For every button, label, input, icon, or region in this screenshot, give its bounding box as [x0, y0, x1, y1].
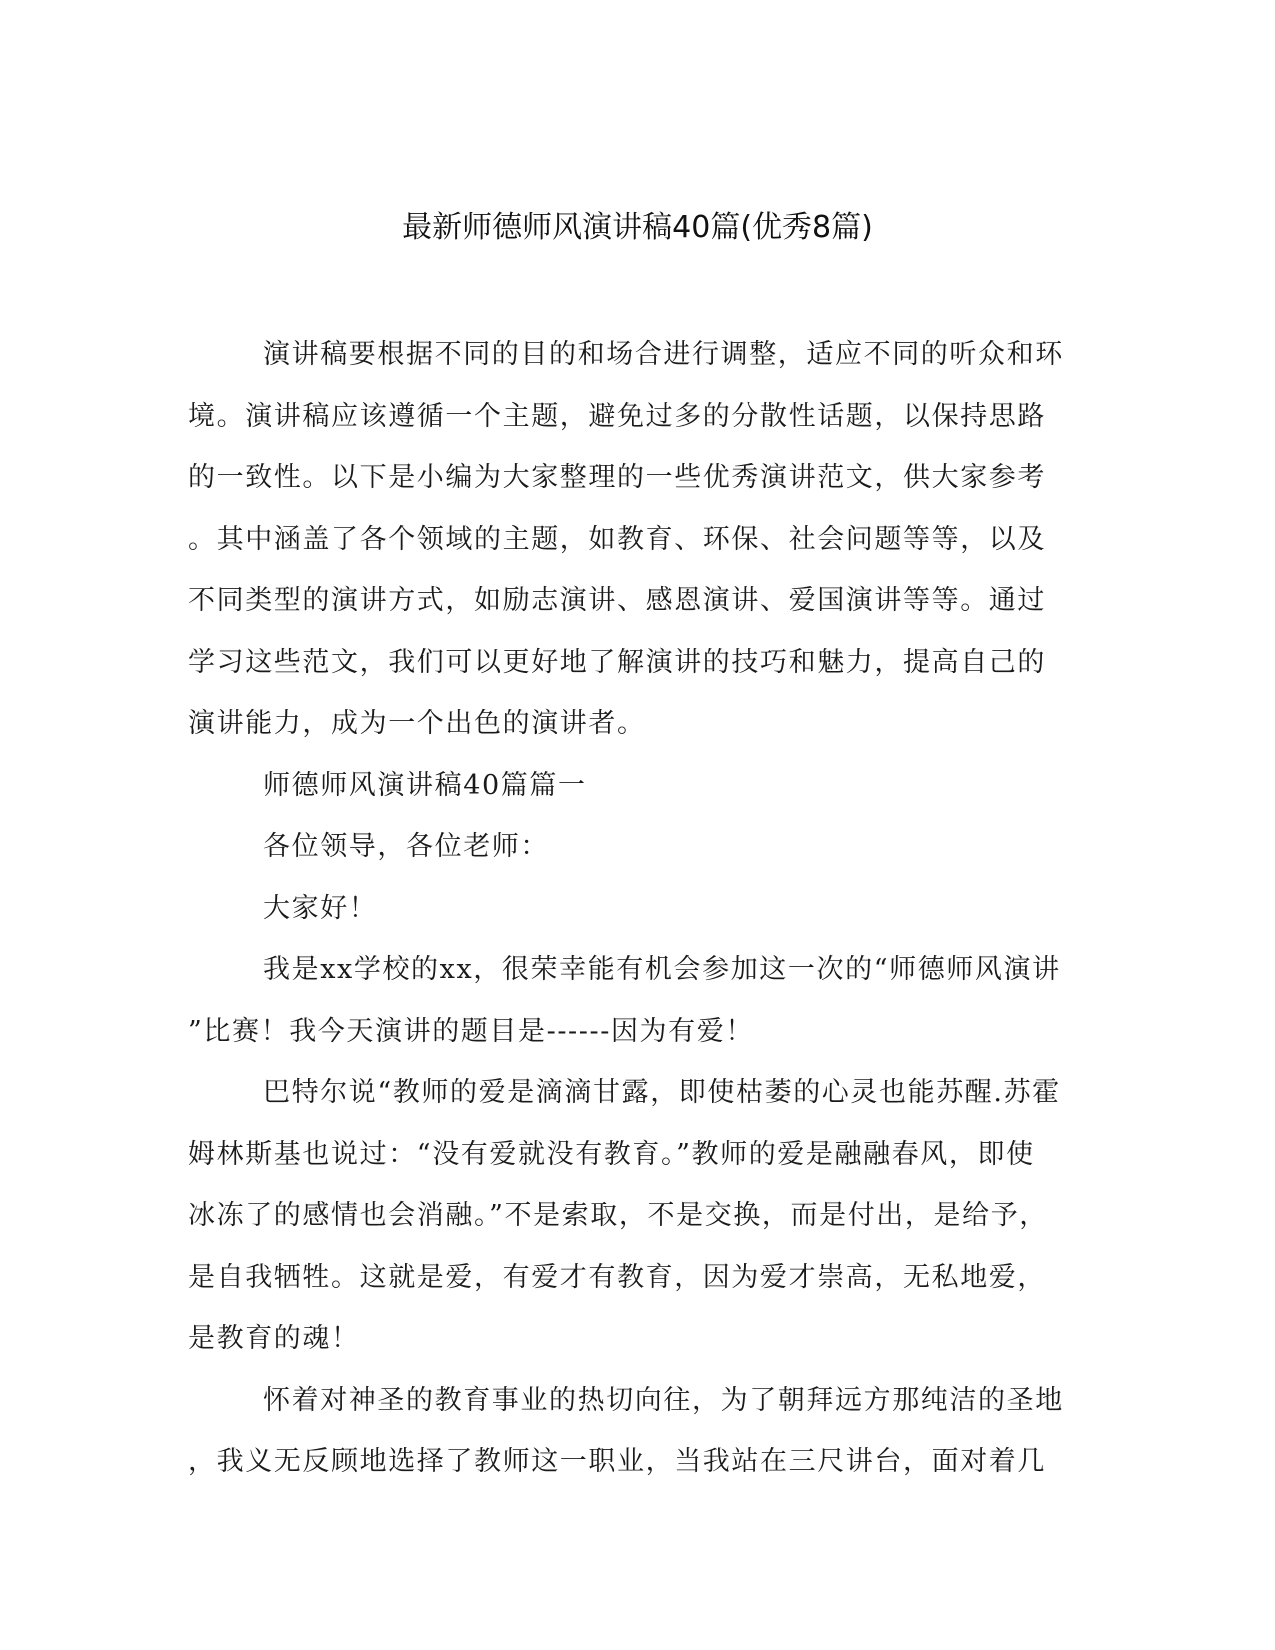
text-line: 。其中涵盖了各个领域的主题，如教育、环保、社会问题等等，以及 [188, 523, 1046, 555]
text-line: 演讲能力，成为一个出色的演讲者。 [188, 708, 646, 739]
text-line: 学习这些范文，我们可以更好地了解演讲的技巧和魅力，提高自己的 [188, 646, 1046, 678]
document-title: 最新师德师风演讲稿40篇(优秀8篇) [402, 210, 873, 245]
text-line: 巴特尔说“教师的爱是滴滴甘露，即使枯萎的心灵也能苏醒.苏霍 [263, 1077, 1061, 1108]
text-line: 怀着对神圣的教育事业的热切向往，为了朝拜远方那纯洁的圣地 [263, 1384, 1064, 1416]
text-line: 境。演讲稿应该遵循一个主题，避免过多的分散性话题，以保持思路 [188, 400, 1046, 432]
text-line: 我是xx学校的xx，很荣幸能有机会参加这一次的“师德师风演讲 [263, 954, 1061, 985]
text-line: 姆林斯基也说过：“没有爱就没有教育。”教师的爱是融融春风，即使 [188, 1138, 1035, 1170]
text-line: 的一致性。以下是小编为大家整理的一些优秀演讲范文，供大家参考 [188, 462, 1046, 493]
text-line: 是自我牺牲。这就是爱，有爱才有教育，因为爱才崇高，无私地爱， [188, 1261, 1046, 1293]
text-line: 是教育的魂！ [188, 1323, 360, 1354]
text-line: 大家好！ [263, 892, 378, 924]
text-line: 不同类型的演讲方式，如励志演讲、感恩演讲、爱国演讲等等。通过 [188, 585, 1046, 616]
text-line: 师德师风演讲稿40篇篇一 [263, 769, 587, 801]
text-line: ，我义无反顾地选择了教师这一职业，当我站在三尺讲台，面对着几 [188, 1446, 1046, 1477]
text-line: 各位领导，各位老师： [263, 831, 549, 862]
text-line: ”比赛！我今天演讲的题目是------因为有爱！ [188, 1015, 754, 1047]
text-line: 冰冻了的感情也会消融。”不是索取，不是交换，而是付出，是给予， [188, 1200, 1048, 1231]
text-line: 演讲稿要根据不同的目的和场合进行调整，适应不同的听众和环 [263, 339, 1064, 370]
document-body [188, 324, 1068, 1493]
